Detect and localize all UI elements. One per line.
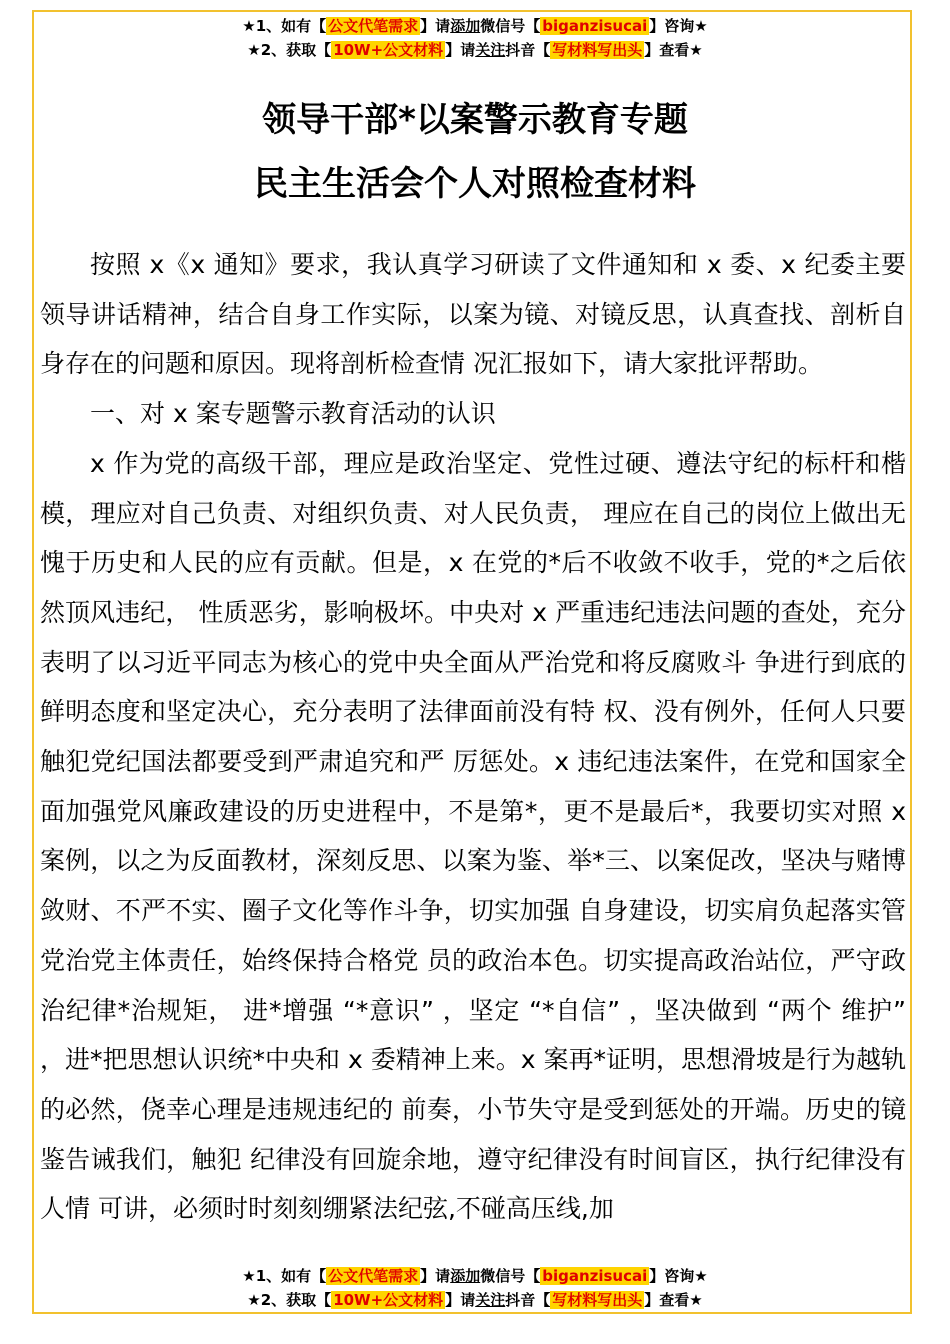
paragraph-section-1: x 作为党的高级干部，理应是政治坚定、党性过硬、遵法守纪的标杆和楷模，理应对自己负责、对组织负责、对人民负责， 理应在自己的岗位上做出无愧于历史和人民的应有贡献。但是，x 在党的*后不收敛不收手，党的*之后依然顶风违纪， 性质恶劣，影响极坏。中央对 x 严重违纪违法问题的查处，充分表明了以习近平同志为核心的党中央全面从严治党和将反腐败斗 争进行到底的鲜明态度和坚定决心，充分表明了法律面前没有特 权、没有例外，任何人只要触犯党纪国法都要受到严肃追究和严 厉惩处。x 违纪违法案件，在党和国家全面加强党风廉政建设的历史进程中，不是第*，更不是最后*，我要切实对照 x 案例，以之为反面教材，深刻反思、以案为鉴、举*三、以案促改，坚决与赌博敛财、不严不实、圈子文化等作斗争，切实加强 自身建设，切实肩负起落实管党治党主体责任，始终保持合格党 员的政治本色。切实提高政治站位，严守政治纪律*治规矩， 进*增强 “*意识” ，坚定 “*自信” ，坚决做到 “两个 维护” ，进*把思想认识统*中央和 x 委精神上来。x 案再*证明，思想滑坡是行为越轨的必然，侥幸心理是违规违纪的 前奏，小节失守是受到惩处的开端。历史的镜鉴告诫我们，触犯 纪律没有回旋余地，遵守纪律没有时间盲区，执行纪律没有人情 可讲，必须时时刻刻绷紧法纪弦,不碰高压线,加 bbox=[40, 448, 906, 1224]
banner-underline: 添加 bbox=[450, 17, 481, 35]
banner-wechat-id: biganzisucai bbox=[542, 1267, 648, 1285]
banner-highlight: 10W+公文材料 bbox=[333, 1291, 444, 1309]
banner-text: 微信号【 bbox=[480, 1267, 541, 1285]
bottom-banner bbox=[0, 1264, 950, 1312]
banner-text: 抖音【 bbox=[505, 1291, 551, 1309]
banner-text: 抖音【 bbox=[505, 41, 551, 59]
banner-text: 】查看★ bbox=[644, 41, 703, 59]
banner-text: 】请 bbox=[445, 41, 476, 59]
banner-text: 微信号【 bbox=[480, 17, 541, 35]
banner-text: 】查看★ bbox=[644, 1291, 703, 1309]
document-body bbox=[40, 240, 906, 1234]
banner-text: ★1、如有【 bbox=[242, 17, 327, 35]
banner-wechat-id: biganzisucai bbox=[542, 17, 648, 35]
paragraph-intro: 按照 x《x 通知》要求，我认真学习研读了文件通知和 x 委、x 纪委主要领导讲话精神，结合自身工作实际，以案为镜、对镜反思，认真查找、剖析自身存在的问题和原因。现将剖析检查情 况汇报如下，请大家批评帮助。 bbox=[40, 250, 906, 379]
title-line-2: 民主生活会个人对照检查材料 bbox=[254, 164, 696, 204]
banner-highlight: 写材料写出头 bbox=[552, 41, 643, 59]
banner-underline: 关注 bbox=[475, 1291, 506, 1309]
top-banner bbox=[0, 14, 950, 62]
banner-text: 】请 bbox=[445, 1291, 476, 1309]
banner-text: 】请 bbox=[420, 17, 451, 35]
banner-underline: 关注 bbox=[475, 41, 506, 59]
section-heading-1: 一、对 x 案专题警示教育活动的认识 bbox=[90, 399, 496, 429]
banner-highlight: 公文代笔需求 bbox=[328, 17, 419, 35]
banner-highlight: 10W+公文材料 bbox=[333, 41, 444, 59]
banner-highlight: 写材料写出头 bbox=[552, 1291, 643, 1309]
banner-text: 】咨询★ bbox=[649, 1267, 708, 1285]
banner-line-1 bbox=[0, 1264, 950, 1288]
banner-text: ★2、获取【 bbox=[247, 41, 332, 59]
banner-line-2 bbox=[0, 1288, 950, 1312]
banner-line-1 bbox=[0, 14, 950, 38]
document-title bbox=[0, 88, 950, 216]
banner-text: ★2、获取【 bbox=[247, 1291, 332, 1309]
banner-text: 】请 bbox=[420, 1267, 451, 1285]
banner-underline: 添加 bbox=[450, 1267, 481, 1285]
banner-text: 】咨询★ bbox=[649, 17, 708, 35]
banner-line-2 bbox=[0, 38, 950, 62]
title-line-1: 领导干部*以案警示教育专题 bbox=[262, 100, 688, 140]
banner-text: ★1、如有【 bbox=[242, 1267, 327, 1285]
banner-highlight: 公文代笔需求 bbox=[328, 1267, 419, 1285]
